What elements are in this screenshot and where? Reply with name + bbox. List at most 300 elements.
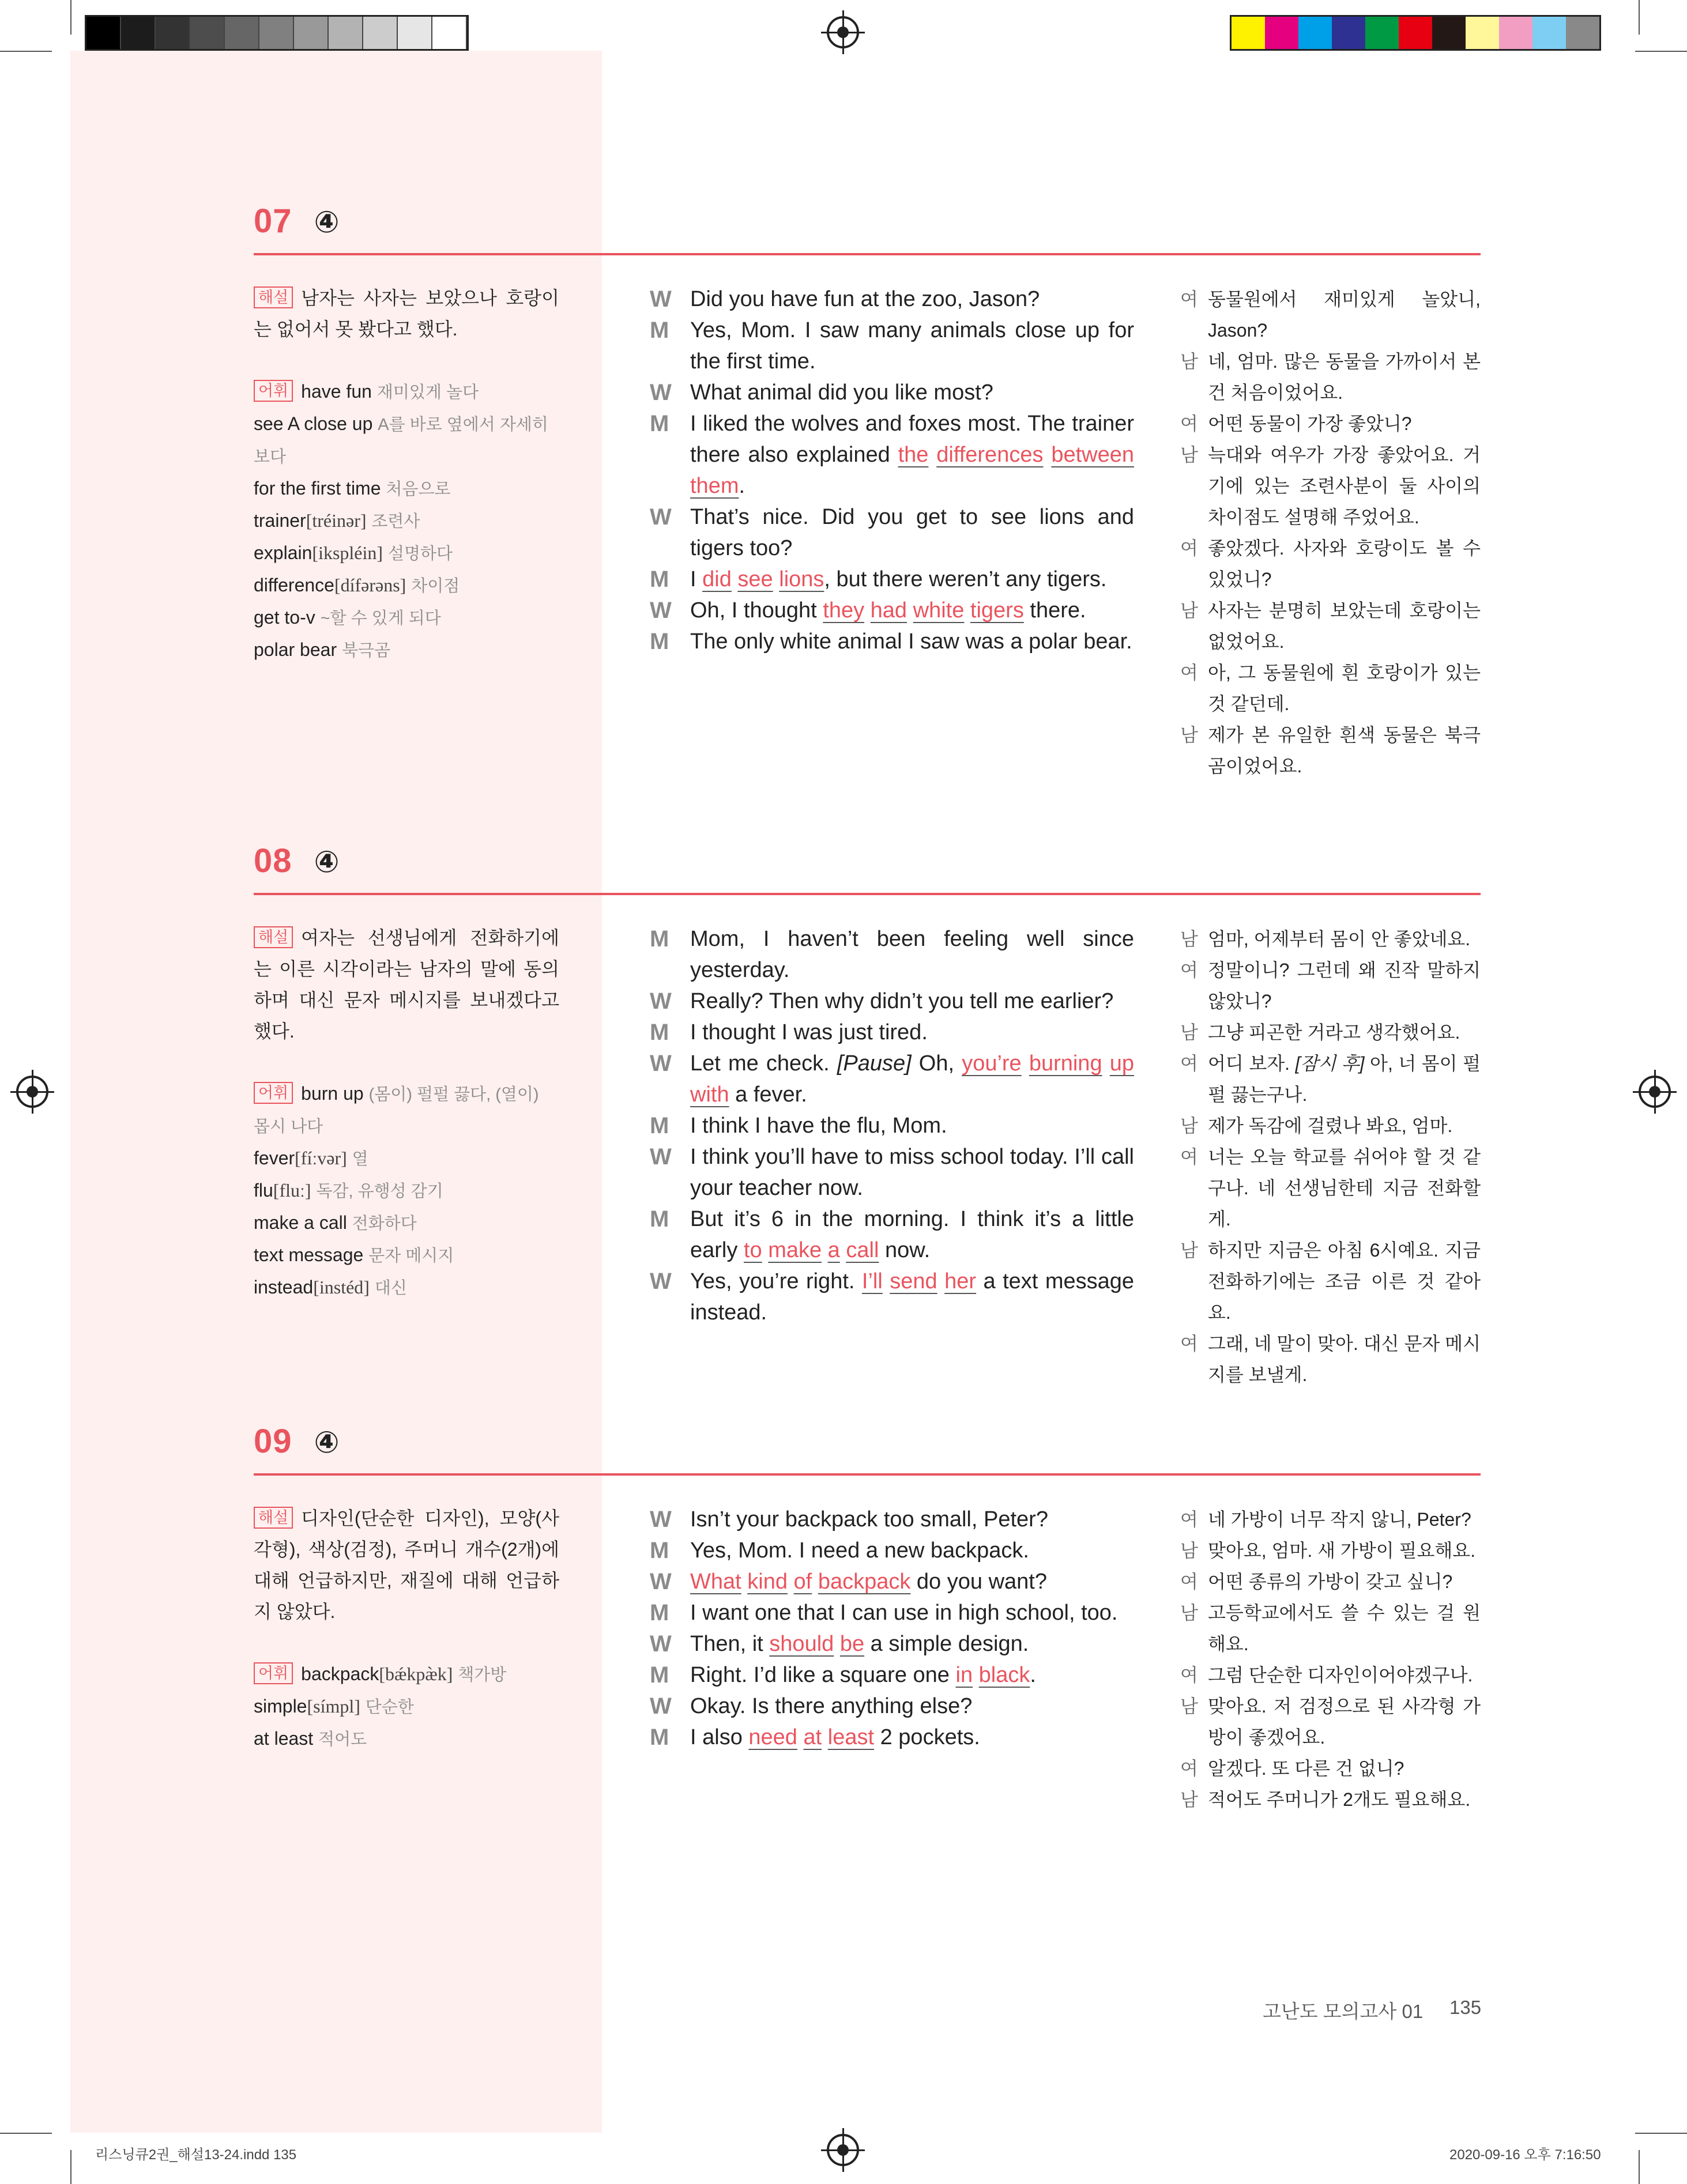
crop-mark (1639, 0, 1640, 35)
text-run: there. (1023, 598, 1086, 623)
speaker-label: W (650, 1507, 672, 1532)
translation-text: 좋았겠다. 사자와 호랑이도 볼 수 있었니? (1208, 538, 1481, 590)
highlighted-word: a (827, 1238, 840, 1262)
registration-mark-top (827, 16, 859, 48)
question-header (254, 1422, 340, 1461)
registration-mark-right (1639, 1076, 1671, 1108)
translation-line (1180, 408, 1481, 439)
speaker-label: 여 (1180, 289, 1198, 310)
translation-text: 정말이니? 그런데 왜 진작 말하지 않았니? (1208, 960, 1481, 1012)
dialog-line (650, 564, 1134, 595)
text-run: . (739, 474, 745, 498)
dialog-line (650, 626, 1134, 657)
dialog-text: I think I have the flu, Mom. (690, 1114, 947, 1138)
grayscale-color-bar (85, 15, 469, 51)
translation-text: 어떤 종류의 가방이 갖고 싶니? (1208, 1571, 1453, 1592)
crop-mark (70, 2150, 71, 2184)
translation-text: 엄마, 어제부터 몸이 안 좋았네요. (1208, 929, 1471, 949)
dialog-text: The only white animal I saw was a polar bear. (690, 629, 1132, 654)
text-run: . (1030, 1663, 1036, 1687)
vocab-phonetic: [fíːvər] (295, 1148, 347, 1168)
section-divider (254, 893, 1481, 895)
translation-line (1180, 1141, 1481, 1235)
text-run: 2 pockets. (874, 1725, 980, 1749)
highlighted-word: least (827, 1725, 875, 1749)
speaker-label: 여 (1180, 1509, 1198, 1530)
crop-mark (0, 2133, 52, 2134)
explanation-text: 디자인(단순한 디자인), 모양(사각형), 색상(검정), 주머니 개수(2개)에 대해 언급하지만, 재질에 대해 언급하지 않았다. (254, 1508, 559, 1622)
vocab-phonetic: [ikspléin] (312, 542, 383, 563)
color-swatch (1298, 17, 1332, 49)
dialog-line (650, 315, 1134, 377)
vocab-item (254, 569, 559, 602)
dialog-text: Yes, Mom. I saw many animals close up for the first time. (690, 318, 1134, 374)
vocab-word: difference (254, 575, 334, 595)
highlighted-word: call (846, 1238, 879, 1262)
highlighted-word: tigers (970, 598, 1024, 623)
color-swatch (1532, 17, 1566, 49)
translation-line (1180, 284, 1481, 346)
dialog-text: I want one that I can use in high school, too. (690, 1601, 1118, 1625)
color-swatch (1232, 17, 1265, 49)
highlighted-word: in (955, 1663, 973, 1687)
translation-text: 그래, 네 말이 맞아. 대신 문자 메시지를 보낼게. (1208, 1333, 1481, 1385)
vocab-meaning: A를 바로 옆에서 자세히 보다 (254, 416, 548, 466)
vocab-meaning: 대신 (374, 1279, 407, 1297)
text-run: , but there weren’t any tigers. (824, 567, 1107, 591)
vocab-tag: 어휘 (254, 1082, 293, 1104)
highlighted-word: differences (936, 443, 1044, 467)
section-divider (254, 1473, 1481, 1476)
highlighted-word: between (1051, 443, 1134, 467)
crop-mark (1639, 2150, 1640, 2184)
vocab-meaning: 조련사 (371, 512, 420, 531)
text-run: Oh, I thought (690, 598, 823, 623)
translation-line (1180, 1328, 1481, 1390)
speaker-label: 남 (1180, 1115, 1198, 1136)
gray-swatch (86, 17, 121, 49)
text-run: I liked the wolves and foxes most. The trainer there also explained (690, 412, 1134, 467)
translation-line (1180, 1535, 1481, 1566)
dialog-text: Did you have fun at the zoo, Jason? (690, 287, 1040, 311)
dialog-line (650, 1535, 1134, 1566)
translation-text: 어떤 동물이 가장 좋았니? (1208, 413, 1412, 434)
speaker-label: 남 (1180, 351, 1198, 372)
text-run: a text message instead. (690, 1269, 1135, 1325)
color-swatch (1432, 17, 1466, 49)
text-run: Yes, you’re right. (690, 1269, 862, 1293)
translation-line (1180, 1566, 1481, 1597)
registration-mark-bottom (827, 2134, 859, 2166)
speaker-label: 여 (1180, 1333, 1198, 1354)
dialog-line (650, 595, 1134, 626)
translation-line (1180, 1110, 1481, 1141)
translation-line (1180, 1504, 1481, 1535)
vocab-meaning: 차이점 (411, 577, 460, 595)
dialog-line (650, 1141, 1134, 1204)
vocab-phonetic: [fluː] (273, 1180, 311, 1201)
dialog-text: What animal did you like most? (690, 380, 993, 405)
highlighted-word: see (737, 567, 773, 591)
color-swatch (1566, 17, 1599, 49)
dialog-text (690, 1266, 1134, 1328)
highlighted-word: kind (747, 1570, 788, 1594)
highlighted-word: her (944, 1269, 977, 1293)
dialog-text: Isn’t your backpack too small, Peter? (690, 1507, 1048, 1532)
color-swatch (1499, 17, 1532, 49)
highlighted-word: What (690, 1570, 741, 1594)
translation-line (1180, 923, 1481, 955)
speaker-label: 남 (1180, 1789, 1198, 1810)
translation-text: 제가 독감에 걸렸나 봐요, 엄마. (1208, 1115, 1453, 1136)
explanation (254, 282, 559, 345)
explanation-column (254, 922, 559, 1304)
vocab-item (254, 1239, 559, 1272)
translation-text (1208, 1048, 1481, 1110)
highlighted-word: you’re (962, 1051, 1022, 1076)
speaker-label: M (650, 411, 669, 436)
translation-line (1180, 439, 1481, 533)
vocab-meaning: 북극곰 (341, 642, 391, 660)
gray-swatch (225, 17, 259, 49)
dialog-line (650, 923, 1134, 986)
speaker-label: M (650, 318, 669, 343)
speaker-label: W (650, 380, 672, 405)
dialog-line (650, 1628, 1134, 1659)
translation-text: 네, 엄마. 많은 동물을 가까이서 본 건 처음이었어요. (1208, 351, 1481, 403)
vocab-phonetic: [instéd] (313, 1277, 370, 1297)
vocab-word: burn up (301, 1083, 364, 1104)
vocab-word: have fun (301, 381, 372, 402)
vocab-meaning: (몸이) 펄펄 끓다, (열이) 몹시 나다 (254, 1085, 539, 1136)
translation-text: 맞아요. 저 검정으로 된 사각형 가방이 좋겠어요. (1208, 1696, 1481, 1748)
speaker-label: 남 (1180, 1540, 1198, 1561)
vocab-word: see A close up (254, 413, 373, 434)
vocab-meaning: 적어도 (318, 1730, 367, 1749)
stage-direction: [잠시 후] (1295, 1053, 1365, 1074)
vocab-item (301, 1664, 506, 1684)
translation-line (1180, 1048, 1481, 1110)
gray-swatch (121, 17, 156, 49)
vocab-word: backpack (301, 1664, 379, 1684)
vocab-word: fever (254, 1148, 295, 1168)
translation-text: 사자는 분명히 보았는데 호랑이는 없었어요. (1208, 600, 1481, 652)
speaker-label: 여 (1180, 960, 1198, 980)
highlighted-word: with (690, 1082, 729, 1107)
highlighted-word: should (769, 1632, 834, 1656)
translation-text: 아, 그 동물원에 흰 호랑이가 있는 것 같던데. (1208, 662, 1481, 714)
text-run: But it’s 6 in the morning. I think it’s a little early (690, 1207, 1134, 1262)
vocab-meaning: ~할 수 있게 되다 (320, 609, 441, 628)
text-run: Let me check. (690, 1051, 837, 1076)
vocab-word: explain (254, 542, 312, 563)
gray-swatch (432, 17, 467, 49)
section-divider (254, 253, 1481, 255)
vocab-item (254, 408, 559, 473)
translation-line (1180, 1017, 1481, 1048)
translation-text: 그냥 피곤한 거라고 생각했어요. (1208, 1022, 1460, 1043)
text-run: 아, 너 몸이 펄펄 끓는구나. (1208, 1053, 1481, 1105)
translation-text: 적어도 주머니가 2개도 필요해요. (1208, 1789, 1471, 1810)
highlighted-word: lions (779, 567, 824, 591)
speaker-label: 남 (1180, 1022, 1198, 1043)
vocab-word: trainer (254, 510, 306, 531)
vocab-word: get to-v (254, 607, 315, 628)
vocab-meaning: 전화하다 (352, 1214, 417, 1233)
translation-line (1180, 595, 1481, 657)
vocab-meaning: 단순한 (365, 1698, 414, 1717)
speaker-label: 남 (1180, 600, 1198, 621)
dialog-text: Yes, Mom. I need a new backpack. (690, 1538, 1029, 1563)
explanation-text: 여자는 선생님에게 전화하기에는 이른 시각이라는 남자의 말에 동의하며 대신 문자 메시지를 보내겠다고 했다. (254, 927, 559, 1042)
highlighted-word: be (839, 1632, 865, 1656)
print-slug-filename: 리스닝큐2권_해설13-24.indd 135 (95, 2147, 297, 2163)
speaker-label: 여 (1180, 1146, 1198, 1167)
vocab-meaning: 처음으로 (386, 480, 451, 499)
translation-column (1180, 1504, 1481, 1815)
dialog-line (650, 1204, 1134, 1266)
text-run: a fever. (729, 1082, 807, 1107)
color-swatch (1365, 17, 1399, 49)
speaker-label: 남 (1180, 929, 1198, 949)
speaker-label: W (650, 1631, 672, 1657)
highlighted-word: white (913, 598, 965, 623)
speaker-label: 남 (1180, 1696, 1198, 1717)
translation-column (1180, 923, 1481, 1390)
speaker-label: M (650, 1662, 669, 1688)
vocab-item (254, 1175, 559, 1207)
explanation-tag: 해설 (254, 286, 293, 308)
question-number: 07 (254, 202, 292, 240)
gray-swatch (294, 17, 329, 49)
answer-choice: ④ (314, 1426, 340, 1459)
highlighted-word: the (898, 443, 929, 467)
dialog-text: Mom, I haven’t been feeling well since yesterday. (690, 927, 1134, 982)
highlighted-word: need (748, 1725, 797, 1749)
process-color-bar (1230, 15, 1601, 51)
explanation-column (254, 1503, 559, 1755)
translation-text: 맞아요, 엄마. 새 가방이 필요해요. (1208, 1540, 1476, 1561)
speaker-label: W (650, 989, 672, 1014)
vocab-word: text message (254, 1244, 364, 1265)
highlighted-word: black (978, 1663, 1030, 1687)
speaker-label: 남 (1180, 444, 1198, 465)
speaker-label: W (650, 598, 672, 623)
speaker-label: 여 (1180, 1053, 1198, 1074)
translation-text: 고등학교에서도 쓸 수 있는 걸 원해요. (1208, 1602, 1481, 1654)
vocab-item (254, 473, 559, 505)
color-swatch (1265, 17, 1298, 49)
text-run: do you want? (910, 1570, 1047, 1594)
highlighted-word: send (890, 1269, 937, 1293)
dialog-line (650, 1110, 1134, 1141)
gray-swatch (329, 17, 363, 49)
translation-text: 늑대와 여우가 가장 좋았어요. 거기에 있는 조련사분이 둘 사이의 차이점도 설명해 주었어요. (1208, 444, 1481, 527)
speaker-label: 남 (1180, 725, 1198, 745)
vocab-word: make a call (254, 1212, 347, 1233)
vocab-item (254, 634, 559, 666)
dialog-line (650, 284, 1134, 315)
speaker-label: M (650, 629, 669, 654)
vocab-word: simple (254, 1696, 307, 1717)
dialog-text: I think you’ll have to miss school today. I’ll call your teacher now. (690, 1145, 1134, 1200)
dialog-text (690, 408, 1134, 501)
speaker-label: W (650, 1693, 672, 1719)
dialog-line (650, 1597, 1134, 1628)
speaker-label: 여 (1180, 662, 1198, 683)
speaker-label: 여 (1180, 1571, 1198, 1592)
vocab-list (254, 1078, 559, 1304)
crop-mark (1635, 2133, 1687, 2134)
stage-direction: [Pause] (837, 1051, 912, 1076)
dialog-line (650, 986, 1134, 1017)
speaker-label: W (650, 1051, 672, 1076)
text-run: 어디 보자. (1208, 1053, 1296, 1074)
vocab-item (254, 602, 559, 634)
speaker-label: M (650, 1113, 669, 1138)
vocab-item (254, 1723, 559, 1755)
gray-swatch (363, 17, 398, 49)
translation-line (1180, 955, 1481, 1017)
crop-mark (70, 0, 71, 35)
text-run: Right. I’d like a square one (690, 1663, 956, 1687)
dialog-line (650, 1266, 1134, 1328)
vocab-list (254, 1658, 559, 1755)
speaker-label: W (650, 1569, 672, 1594)
text-run: a simple design. (864, 1632, 1029, 1656)
dialog-line (650, 1659, 1134, 1691)
dialog-line (650, 1722, 1134, 1753)
dialog-text (690, 1566, 1134, 1597)
dialog-script (650, 1504, 1134, 1753)
dialog-text: I thought I was just tired. (690, 1020, 928, 1044)
highlighted-word: backpack (818, 1570, 911, 1594)
speaker-label: M (650, 926, 669, 952)
vocab-item (254, 1272, 559, 1304)
crop-mark (1635, 51, 1687, 52)
highlighted-word: burning (1029, 1051, 1102, 1076)
translation-text: 알겠다. 또 다른 건 없니? (1208, 1758, 1404, 1779)
explanation-tag: 해설 (254, 1507, 293, 1529)
speaker-label: W (650, 1144, 672, 1170)
vocab-item (254, 1691, 559, 1723)
speaker-label: 여 (1180, 1665, 1198, 1685)
translation-line (1180, 719, 1481, 782)
vocab-item (254, 1142, 559, 1175)
color-swatch (1399, 17, 1432, 49)
vocab-phonetic: [símpl] (307, 1696, 360, 1717)
vocab-item (254, 505, 559, 537)
translation-column (1180, 284, 1481, 782)
dialog-text (690, 564, 1134, 595)
dialog-text (690, 595, 1134, 626)
gray-swatch (398, 17, 432, 49)
crop-mark (0, 51, 52, 52)
dialog-text (690, 1722, 1134, 1753)
dialog-line (650, 1566, 1134, 1597)
text-run: Then, it (690, 1632, 770, 1656)
vocab-phonetic: [bǽkpæ̀k] (379, 1664, 453, 1684)
explanation-column (254, 282, 559, 666)
dialog-text (690, 1659, 1134, 1691)
translation-text: 동물원에서 재미있게 놀았니, Jason? (1208, 289, 1481, 341)
translation-line (1180, 1597, 1481, 1659)
speaker-label: W (650, 504, 672, 530)
vocab-word: polar bear (254, 639, 337, 660)
dialog-text: Okay. Is there anything else? (690, 1694, 973, 1718)
speaker-label: 여 (1180, 413, 1198, 434)
color-swatch (1466, 17, 1499, 49)
gray-swatch (259, 17, 294, 49)
vocab-phonetic: [dífərəns] (334, 575, 406, 595)
question-header (254, 202, 340, 240)
running-footer-title: 고난도 모의고사 01 (1263, 2001, 1424, 2022)
dialog-script (650, 284, 1134, 657)
text-run: I also (690, 1725, 749, 1749)
highlighted-word: at (803, 1725, 822, 1749)
question-header (254, 842, 340, 880)
question-number: 09 (254, 1423, 292, 1460)
speaker-label: M (650, 1020, 669, 1045)
highlighted-word: they (823, 598, 865, 623)
translation-line (1180, 657, 1481, 719)
answer-choice: ④ (314, 846, 340, 879)
vocab-tag: 어휘 (254, 1662, 293, 1684)
translation-line (1180, 346, 1481, 408)
vocab-word: for the first time (254, 478, 381, 499)
gray-swatch (190, 17, 225, 49)
speaker-label: W (650, 286, 672, 312)
highlighted-word: make (768, 1238, 822, 1262)
vocab-meaning: 재미있게 놀다 (376, 383, 479, 402)
speaker-label: M (650, 1600, 669, 1625)
translation-line (1180, 1235, 1481, 1328)
vocab-word: instead (254, 1277, 314, 1297)
speaker-label: M (650, 567, 669, 592)
translation-line (1180, 1784, 1481, 1815)
translation-text: 너는 오늘 학교를 쉬어야 할 것 같구나. 네 선생님한테 지금 전화할게. (1208, 1146, 1481, 1229)
translation-line (1180, 533, 1481, 595)
dialog-text: Really? Then why didn’t you tell me earlier? (690, 989, 1114, 1013)
highlighted-word: up (1109, 1051, 1134, 1076)
vocab-word: flu (254, 1180, 273, 1201)
dialog-line (650, 1048, 1134, 1110)
dialog-line (650, 1017, 1134, 1048)
vocab-meaning: 열 (352, 1150, 368, 1168)
highlighted-word: had (870, 598, 907, 623)
vocab-phonetic: [tréinər] (306, 510, 367, 531)
vocab-item (254, 537, 559, 569)
translation-text: 그럼 단순한 디자인이어야겠구나. (1208, 1665, 1473, 1685)
vocab-list (254, 376, 559, 666)
dialog-text: That’s nice. Did you get to see lions and tigers too? (690, 505, 1134, 560)
gray-swatch (156, 17, 190, 49)
highlighted-word: to (743, 1238, 762, 1262)
print-slug-timestamp: 2020-09-16 오후 7:16:50 (1449, 2147, 1601, 2163)
dialog-line (650, 1691, 1134, 1722)
explanation (254, 922, 559, 1047)
dialog-text (690, 1048, 1134, 1110)
speaker-label: M (650, 1725, 669, 1750)
speaker-label: 남 (1180, 1602, 1198, 1623)
dialog-text (690, 1204, 1134, 1266)
dialog-line (650, 501, 1134, 564)
vocab-item (254, 1207, 559, 1239)
text-run: Oh, (911, 1051, 962, 1076)
dialog-script (650, 923, 1134, 1328)
translation-line (1180, 1691, 1481, 1753)
dialog-line (650, 1504, 1134, 1535)
